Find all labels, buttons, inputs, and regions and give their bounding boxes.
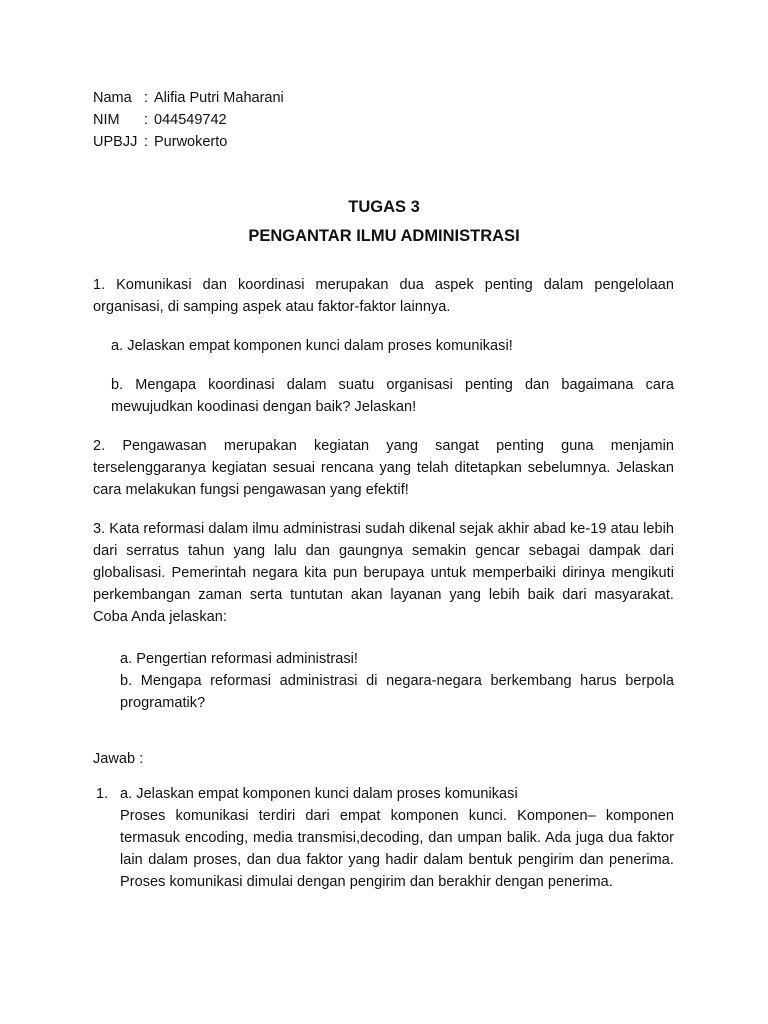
- student-info: [93, 87, 284, 153]
- question-1a: a. Jelaskan empat komponen kunci dalam proses komunikasi!: [111, 338, 513, 354]
- nama-row: [93, 87, 284, 109]
- nim-value: 044549742: [154, 112, 227, 128]
- document-title: TUGAS 3: [348, 198, 420, 216]
- answer-1-number: 1.: [96, 786, 109, 802]
- nim-row: [93, 109, 284, 131]
- nim-separator: :: [144, 112, 149, 128]
- upbjj-label: UPBJJ: [93, 134, 138, 150]
- question-1b: b. Mengapa koordinasi dalam suatu organisasi penting dan bagaimana cara mewujudkan koodinasi dengan baik? Jelaskan!: [111, 377, 674, 415]
- nama-label: Nama: [93, 90, 132, 106]
- nama-separator: :: [144, 90, 149, 106]
- question-3b: b. Mengapa reformasi administrasi di negara-negara berkembang harus berpola programatik?: [120, 673, 674, 711]
- upbjj-row: [93, 131, 284, 153]
- question-3a: a. Pengertian reformasi administrasi!: [120, 651, 358, 667]
- nim-label: NIM: [93, 112, 120, 128]
- nama-value: Alifia Putri Maharani: [154, 90, 284, 106]
- question-1: 1. Komunikasi dan koordinasi merupakan dua aspek penting dalam pengelolaan organisasi, di samping aspek atau faktor-faktor lainnya.: [93, 277, 674, 315]
- document-subtitle: PENGANTAR ILMU ADMINISTRASI: [248, 227, 520, 245]
- answer-heading: Jawab :: [93, 751, 144, 767]
- upbjj-value: Purwokerto: [154, 134, 228, 150]
- question-3: 3. Kata reformasi dalam ilmu administrasi sudah dikenal sejak akhir abad ke-19 atau lebih dari serratus tahun yang lalu dan gaungnya semakin gencar sebagai dampak dari globalisasi. Pemerintah negara kita pun berupaya untuk memperbaiki dirinya mengikuti perkembangan zaman serta tuntutan akan layanan yang lebih baik dari masyarakat. Coba Anda jelaskan:: [93, 521, 674, 625]
- question-2: 2. Pengawasan merupakan kegiatan yang sangat penting guna menjamin terselenggaranya kegiatan sesuai rencana yang telah ditetapkan sebelumnya. Jelaskan cara melakukan fungsi pengawasan yang efektif!: [93, 438, 674, 498]
- answer-1-question: a. Jelaskan empat komponen kunci dalam proses komunikasi: [120, 786, 518, 802]
- answer-1-body: Proses komunikasi terdiri dari empat komponen kunci. Komponen– komponen termasuk encoding, media transmisi,decoding, dan umpan balik. Ada juga dua faktor lain dalam proses, dan dua faktor yang hadir dalam bentuk pengirim dan penerima. Proses komunikasi dimulai dengan pengirim dan berakhir dengan penerima.: [120, 808, 674, 890]
- upbjj-separator: :: [144, 134, 149, 150]
